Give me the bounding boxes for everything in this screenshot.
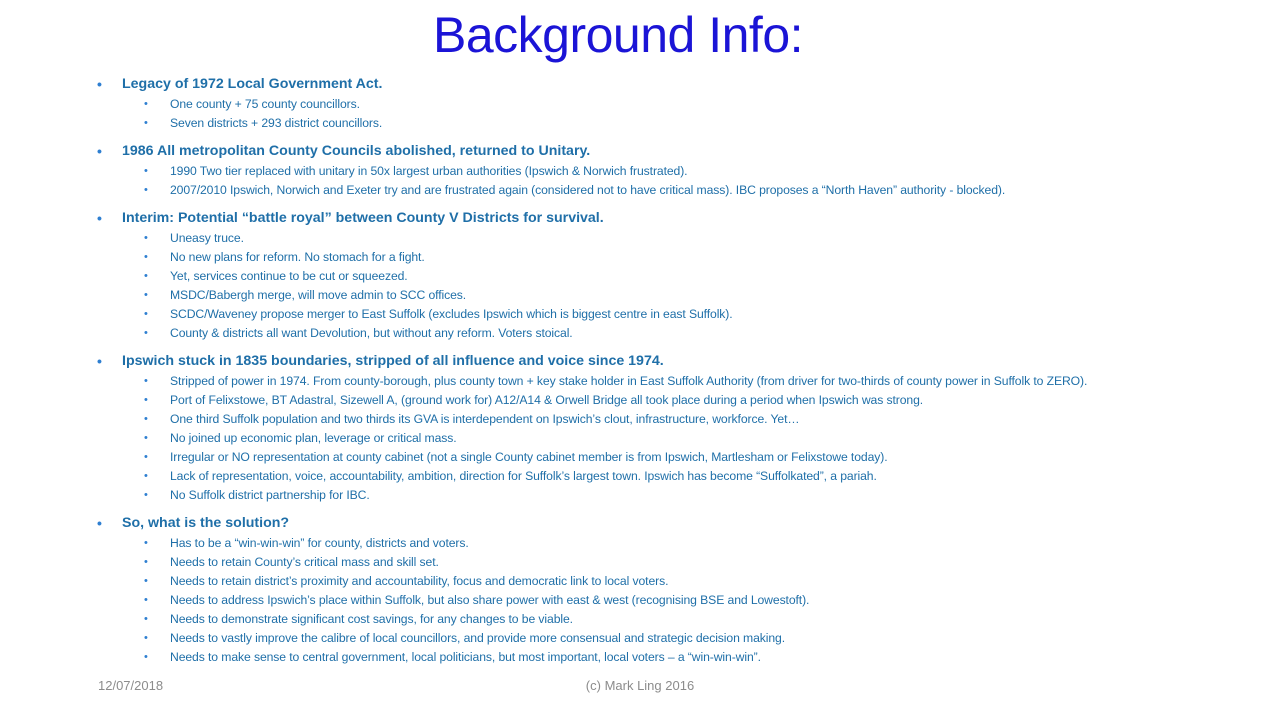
list-item (97, 591, 1267, 610)
list-item (97, 629, 1267, 648)
bullet-icon: • (144, 470, 148, 482)
list-item-text: Needs to vastly improve the calibre of local councillors, and provide more consensual and strategic decision making. (170, 631, 786, 645)
sub-bullet-list (97, 534, 1267, 667)
bullet-icon: • (144, 489, 148, 501)
bullet-icon: • (144, 556, 148, 568)
section-heading (97, 73, 1267, 95)
bullet-icon: • (144, 98, 148, 110)
list-item-text: Needs to demonstrate significant cost savings, for any changes to be viable. (170, 612, 573, 626)
list-item (97, 372, 1267, 391)
list-item-text: Needs to address Ipswich’s place within Suffolk, but also share power with east & west (recognising BSE and Lowestoft). (170, 593, 810, 607)
section (97, 512, 1267, 667)
list-item (97, 429, 1267, 448)
list-item (97, 95, 1267, 114)
section-heading-text: Interim: Potential “battle royal” between County V Districts for survival. (122, 210, 604, 226)
bullet-icon: • (144, 537, 148, 549)
list-item-text: Uneasy truce. (170, 231, 244, 245)
list-item (97, 162, 1267, 181)
list-item-text: One county + 75 county councillors. (170, 97, 360, 111)
section (97, 207, 1267, 350)
list-item (97, 391, 1267, 410)
sub-bullet-list (97, 229, 1267, 343)
bullet-icon: • (144, 375, 148, 387)
bullet-icon: • (144, 413, 148, 425)
bullet-icon: • (144, 308, 148, 320)
list-item (97, 610, 1267, 629)
slide-title: Background Info: (432, 7, 804, 63)
bullet-icon: • (97, 210, 102, 226)
section-spacer (97, 133, 1267, 140)
list-item-text: One third Suffolk population and two thirds its GVA is interdependent on Ipswich’s clout, infrastructure, workforce. Yet… (170, 412, 800, 426)
footer-date: 12/07/2018 (98, 678, 164, 693)
list-item (97, 267, 1267, 286)
list-item (97, 286, 1267, 305)
section-heading (97, 512, 1267, 534)
section-spacer (97, 200, 1267, 207)
bullet-icon: • (144, 451, 148, 463)
list-item-text: Needs to retain district’s proximity and accountability, focus and democratic link to local voters. (170, 574, 669, 588)
section-heading-text: 1986 All metropolitan County Councils abolished, returned to Unitary. (122, 143, 591, 159)
section-heading (97, 350, 1267, 372)
section-heading (97, 207, 1267, 229)
list-item-text: Seven districts + 293 district councillors. (170, 116, 383, 130)
list-item (97, 324, 1267, 343)
list-item-text: 2007/2010 Ipswich, Norwich and Exeter try and are frustrated again (considered not to have critical mass). IBC proposes a “North Haven” authority - blocked). (170, 183, 1006, 197)
section (97, 73, 1267, 140)
bullet-icon: • (97, 353, 102, 369)
section-heading-text: Ipswich stuck in 1835 boundaries, stripped of all influence and voice since 1974. (122, 353, 664, 369)
bullet-icon: • (144, 270, 148, 282)
list-item (97, 572, 1267, 591)
section (97, 350, 1267, 512)
section-heading-text: Legacy of 1972 Local Government Act. (122, 76, 383, 92)
list-item-text: MSDC/Babergh merge, will move admin to SCC offices. (170, 288, 467, 302)
list-item (97, 486, 1267, 505)
bullet-content (97, 73, 1267, 667)
list-item-text: Lack of representation, voice, accountability, ambition, direction for Suffolk’s largest town. Ipswich has become “Suffolkated”, a pariah. (170, 469, 877, 483)
list-item-text: Needs to retain County’s critical mass and skill set. (170, 555, 439, 569)
bullet-icon: • (97, 515, 102, 531)
bullet-icon: • (144, 613, 148, 625)
list-item (97, 305, 1267, 324)
list-item-text: Port of Felixstowe, BT Adastral, Sizewell A, (ground work for) A12/A14 & Orwell Bridge all took place during a period when Ipswich was strong. (170, 393, 924, 407)
bullet-icon: • (144, 232, 148, 244)
section-heading (97, 140, 1267, 162)
list-item (97, 648, 1267, 667)
list-item-text: Yet, services continue to be cut or squeezed. (170, 269, 408, 283)
list-item (97, 114, 1267, 133)
footer-credit: (c) Mark Ling 2016 (585, 678, 695, 693)
section (97, 140, 1267, 207)
bullet-icon: • (144, 251, 148, 263)
list-item-text: County & districts all want Devolution, but without any reform. Voters stoical. (170, 326, 573, 340)
sub-bullet-list (97, 95, 1267, 133)
list-item-text: Irregular or NO representation at county cabinet (not a single County cabinet member is from Ipswich, Martlesham or Felixstowe today). (170, 450, 888, 464)
bullet-icon: • (144, 184, 148, 196)
list-item-text: No joined up economic plan, leverage or critical mass. (170, 431, 457, 445)
list-item-text: Has to be a “win-win-win” for county, districts and voters. (170, 536, 469, 550)
section-heading-text: So, what is the solution? (122, 515, 290, 531)
list-item (97, 410, 1267, 429)
list-item (97, 248, 1267, 267)
list-item (97, 534, 1267, 553)
list-item-text: Stripped of power in 1974. From county-borough, plus county town + key stake holder in East Suffolk Authority (from driver for two-thirds of county power in Suffolk to ZERO). (170, 374, 1088, 388)
bullet-icon: • (144, 117, 148, 129)
list-item-text: SCDC/Waveney propose merger to East Suffolk (excludes Ipswich which is biggest centre in east Suffolk). (170, 307, 733, 321)
bullet-icon: • (144, 575, 148, 587)
bullet-icon: • (144, 432, 148, 444)
list-item (97, 181, 1267, 200)
list-item (97, 553, 1267, 572)
bullet-icon: • (97, 76, 102, 92)
section-spacer (97, 505, 1267, 512)
section-spacer (97, 343, 1267, 350)
bullet-icon: • (144, 289, 148, 301)
bullet-icon: • (144, 594, 148, 606)
list-item (97, 467, 1267, 486)
list-item-text: 1990 Two tier replaced with unitary in 50x largest urban authorities (Ipswich & Norwich frustrated). (170, 164, 688, 178)
sub-bullet-list (97, 372, 1267, 505)
bullet-icon: • (144, 165, 148, 177)
list-item-text: Needs to make sense to central government, local politicians, but most important, local voters – a “win-win-win”. (170, 650, 761, 664)
bullet-icon: • (144, 632, 148, 644)
bullet-icon: • (144, 327, 148, 339)
sub-bullet-list (97, 162, 1267, 200)
bullet-icon: • (97, 143, 102, 159)
list-item (97, 229, 1267, 248)
list-item-text: No new plans for reform. No stomach for a fight. (170, 250, 425, 264)
bullet-icon: • (144, 394, 148, 406)
bullet-icon: • (144, 651, 148, 663)
list-item-text: No Suffolk district partnership for IBC. (170, 488, 370, 502)
list-item (97, 448, 1267, 467)
